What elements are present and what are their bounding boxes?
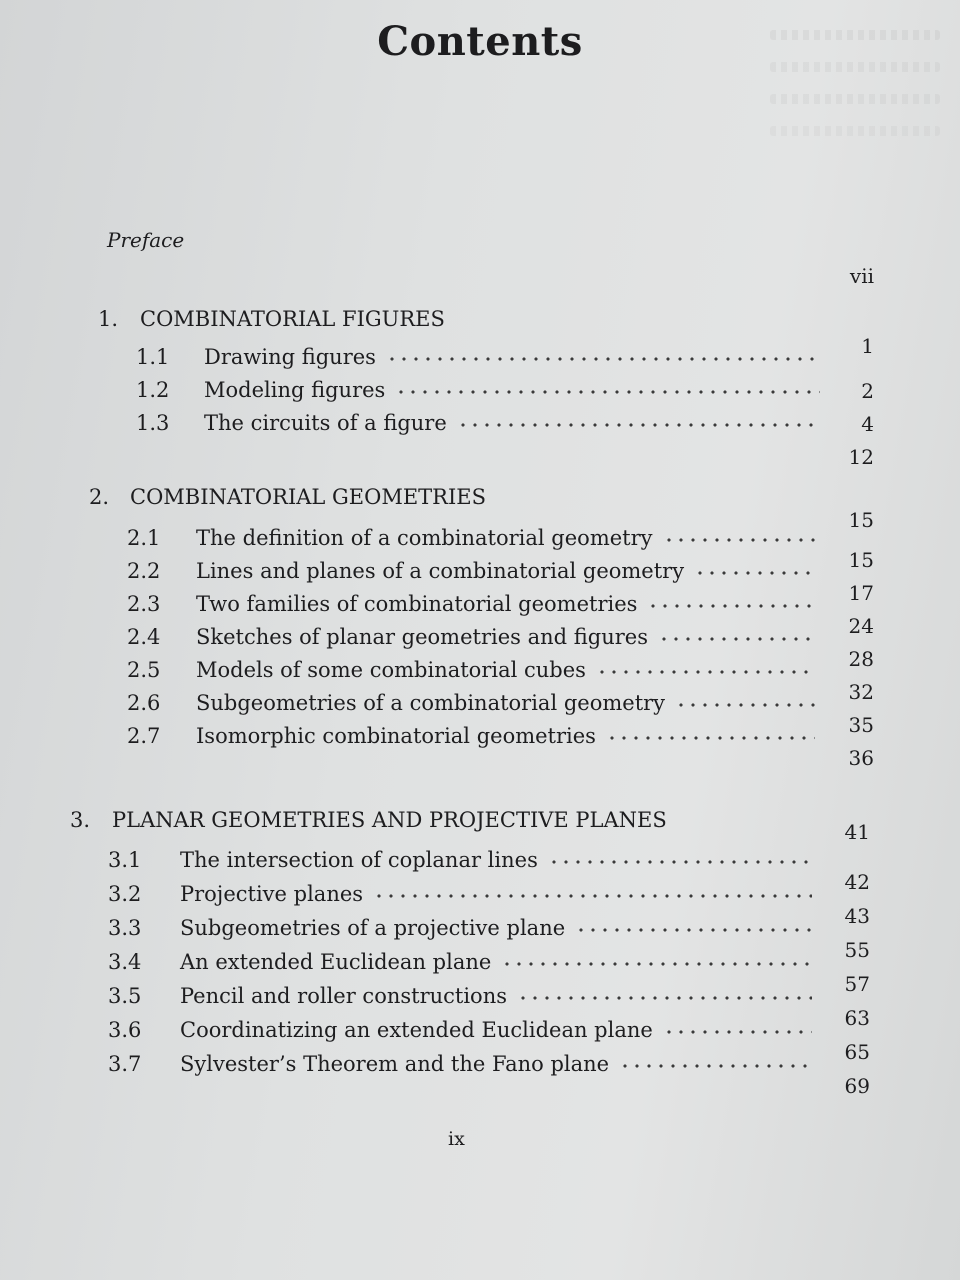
section-page-number: 69 (844, 1074, 870, 1098)
section-title: The circuits of a figure (204, 411, 447, 435)
section-page-number: 42 (844, 870, 870, 894)
section-number: 2.7 (127, 724, 161, 748)
dot-leader (395, 390, 820, 394)
section-page-number: 43 (844, 904, 870, 928)
section-number: 2.4 (127, 625, 161, 649)
section-number: 3.7 (108, 1052, 142, 1076)
section-page-number: 65 (844, 1040, 870, 1064)
section-number: 1.3 (136, 411, 170, 435)
section-page-number: 12 (848, 445, 874, 469)
dot-leader (575, 928, 812, 932)
section-page-number: 35 (848, 713, 874, 737)
dot-leader (619, 1064, 812, 1068)
chapter-title: COMBINATORIAL FIGURES (140, 307, 445, 331)
chapter-page-number: 1 (861, 334, 874, 358)
section-number: 1.1 (136, 345, 170, 369)
page-folio: ix (448, 1128, 465, 1150)
section-title: Drawing figures (204, 345, 376, 369)
show-through-text (770, 126, 940, 136)
section-number: 3.1 (108, 848, 142, 872)
show-through-text (770, 94, 940, 104)
toc-section-row (127, 724, 874, 770)
chapter-title: COMBINATORIAL GEOMETRIES (130, 485, 487, 509)
section-page-number: 2 (861, 379, 874, 403)
dot-leader (647, 604, 815, 608)
toc-section-row (136, 411, 874, 469)
section-page-number: 28 (848, 647, 874, 671)
section-number: 2.3 (127, 592, 161, 616)
section-title: Models of some combinatorial cubes (196, 658, 586, 682)
chapter-page-number: 15 (848, 508, 874, 532)
dot-leader (606, 736, 815, 740)
section-title: Isomorphic combinatorial geometries (196, 724, 596, 748)
section-number: 2.2 (127, 559, 161, 583)
dot-leader (675, 703, 815, 707)
section-page-number: 57 (844, 972, 870, 996)
dot-leader (386, 357, 820, 361)
section-page-number: 15 (848, 548, 874, 572)
section-page-number: 36 (848, 746, 874, 770)
section-title: The intersection of coplanar lines (180, 848, 538, 872)
section-page-number: 32 (848, 680, 874, 704)
dot-leader (548, 860, 812, 864)
section-page-number: 4 (861, 412, 874, 436)
dot-leader (663, 1030, 812, 1034)
chapter-title: PLANAR GEOMETRIES AND PROJECTIVE PLANES (112, 808, 667, 832)
section-page-number: 63 (844, 1006, 870, 1030)
section-title: Pencil and roller constructions (180, 984, 507, 1008)
section-number: 2.1 (127, 526, 161, 550)
page-title: Contents (377, 18, 583, 65)
section-title: Projective planes (180, 882, 364, 906)
section-title: Sylvester’s Theorem and the Fano plane (180, 1052, 610, 1076)
preface-label: Preface (107, 228, 185, 252)
section-title: Lines and planes of a combinatorial geometry (196, 559, 685, 583)
section-number: 3.3 (108, 916, 142, 940)
dot-leader (373, 894, 812, 898)
section-number: 2.5 (127, 658, 161, 682)
section-page-number: 17 (848, 581, 874, 605)
section-title: The definition of a combinatorial geometry (196, 526, 653, 550)
chapter-number: 1. (98, 307, 119, 331)
dot-leader (596, 670, 815, 674)
dot-leader (694, 571, 815, 575)
section-number: 3.2 (108, 882, 142, 906)
chapter-page-number: 41 (844, 820, 870, 844)
dot-leader (517, 996, 812, 1000)
section-title: Subgeometries of a combinatorial geometry (196, 691, 666, 715)
dot-leader (663, 538, 815, 542)
dot-leader (501, 962, 812, 966)
section-title: Coordinatizing an extended Euclidean plane (180, 1018, 653, 1042)
section-number: 2.6 (127, 691, 161, 715)
dot-leader (457, 423, 820, 427)
preface-page-number: vii (849, 264, 874, 288)
section-number: 3.4 (108, 950, 142, 974)
section-title: Sketches of planar geometries and figures (196, 625, 648, 649)
dot-leader (658, 637, 815, 641)
section-title: Two families of combinatorial geometries (196, 592, 638, 616)
section-title: An extended Euclidean plane (180, 950, 492, 974)
chapter-number: 2. (89, 485, 110, 509)
section-number: 3.6 (108, 1018, 142, 1042)
section-title: Subgeometries of a projective plane (180, 916, 566, 940)
chapter-number: 3. (70, 808, 91, 832)
section-number: 3.5 (108, 984, 142, 1008)
section-page-number: 55 (844, 938, 870, 962)
section-number: 1.2 (136, 378, 170, 402)
section-title: Modeling figures (204, 378, 386, 402)
toc-section-row (108, 1052, 870, 1098)
section-page-number: 24 (848, 614, 874, 638)
